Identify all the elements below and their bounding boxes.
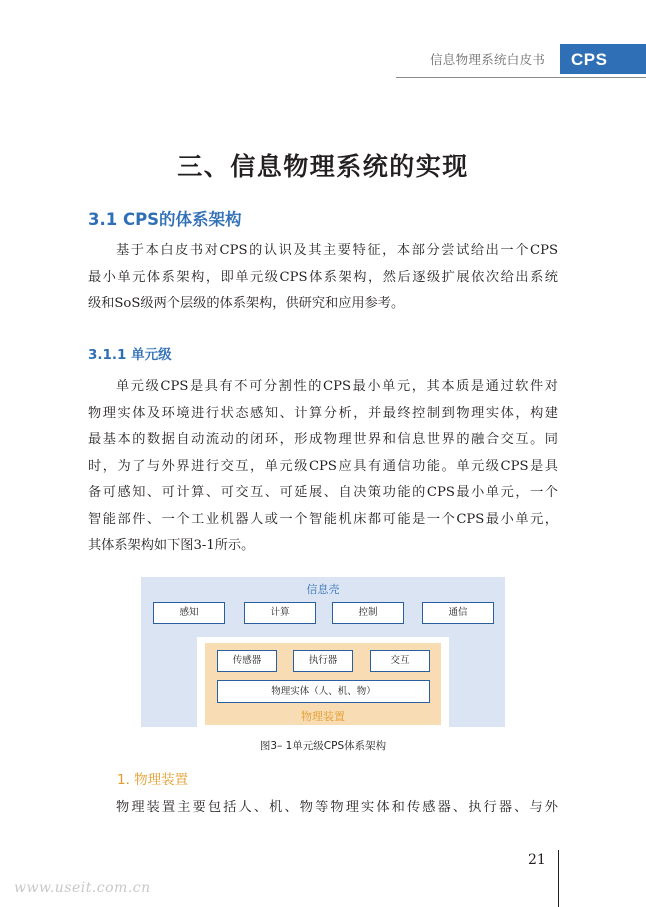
- shell-box-communication: 通信: [422, 602, 494, 624]
- page-number: 21: [528, 852, 546, 868]
- shell-box-sensing: 感知: [153, 602, 225, 624]
- page-number-rule: [558, 850, 559, 907]
- device-box-sensor: 传感器: [217, 650, 277, 672]
- section-heading: 3.1 CPS的体系架构: [88, 210, 242, 229]
- text-line: 时，为了与外界进行交互，单元级CPS应具有通信功能。单元级CPS是具: [88, 458, 558, 474]
- text-line: 物理实体及环境进行状态感知、计算分析，并最终控制到物理实体，构建: [88, 405, 558, 421]
- physical-device-label: 物理装置: [301, 710, 345, 723]
- unit-paragraph: [88, 374, 558, 560]
- text-line: 其体系架构如下图3-1所示。: [88, 538, 255, 553]
- item-paragraph: [88, 795, 558, 822]
- info-shell-label: 信息壳: [306, 583, 340, 596]
- text-line: 基于本白皮书对CPS的认识及其主要特征，本部分尝试给出一个CPS: [116, 243, 558, 258]
- text-line: 备可感知、可计算、可交互、可延展、自决策功能的CPS最小单元，一个: [88, 485, 558, 500]
- text-line: 最基本的数据自动流动的闭环，形成物理世界和信息世界的融合交互。同: [88, 432, 558, 447]
- chapter-title: 三、信息物理系统的实现: [177, 152, 469, 181]
- figure-caption: 图3– 1单元级CPS体系架构: [259, 740, 387, 752]
- text-line: 智能部件、一个工业机器人或一个智能机床都可能是一个CPS最小单元，: [88, 511, 558, 527]
- watermark: www.useit.com.cn: [14, 880, 151, 896]
- item-heading: 1. 物理装置: [117, 772, 189, 788]
- text-line: 最小单元体系架构，即单元级CPS体系架构，然后逐级扩展依次给出系统: [88, 269, 558, 285]
- shell-box-control: 控制: [332, 602, 404, 624]
- shell-box-computing: 计算: [244, 602, 316, 624]
- running-header-badge: CPS: [560, 44, 646, 74]
- header-rule: [396, 77, 646, 78]
- text-line: 单元级CPS是具有不可分割性的CPS最小单元，其本质是通过软件对: [116, 379, 558, 394]
- architecture-diagram: [141, 577, 505, 727]
- device-box-actuator: 执行器: [293, 650, 353, 672]
- text-line: 级和SoS级两个层级的体系架构，供研究和应用参考。: [88, 296, 405, 311]
- running-header-title: 信息物理系统白皮书: [430, 52, 546, 67]
- text-line: 物理装置主要包括人、机、物等物理实体和传感器、执行器、与外: [116, 800, 558, 815]
- subsection-heading: 3.1.1 单元级: [88, 347, 172, 363]
- physical-entity-box: 物理实体（人、机、物）: [217, 680, 430, 703]
- intro-paragraph: [88, 238, 558, 318]
- device-box-interaction: 交互: [370, 650, 430, 672]
